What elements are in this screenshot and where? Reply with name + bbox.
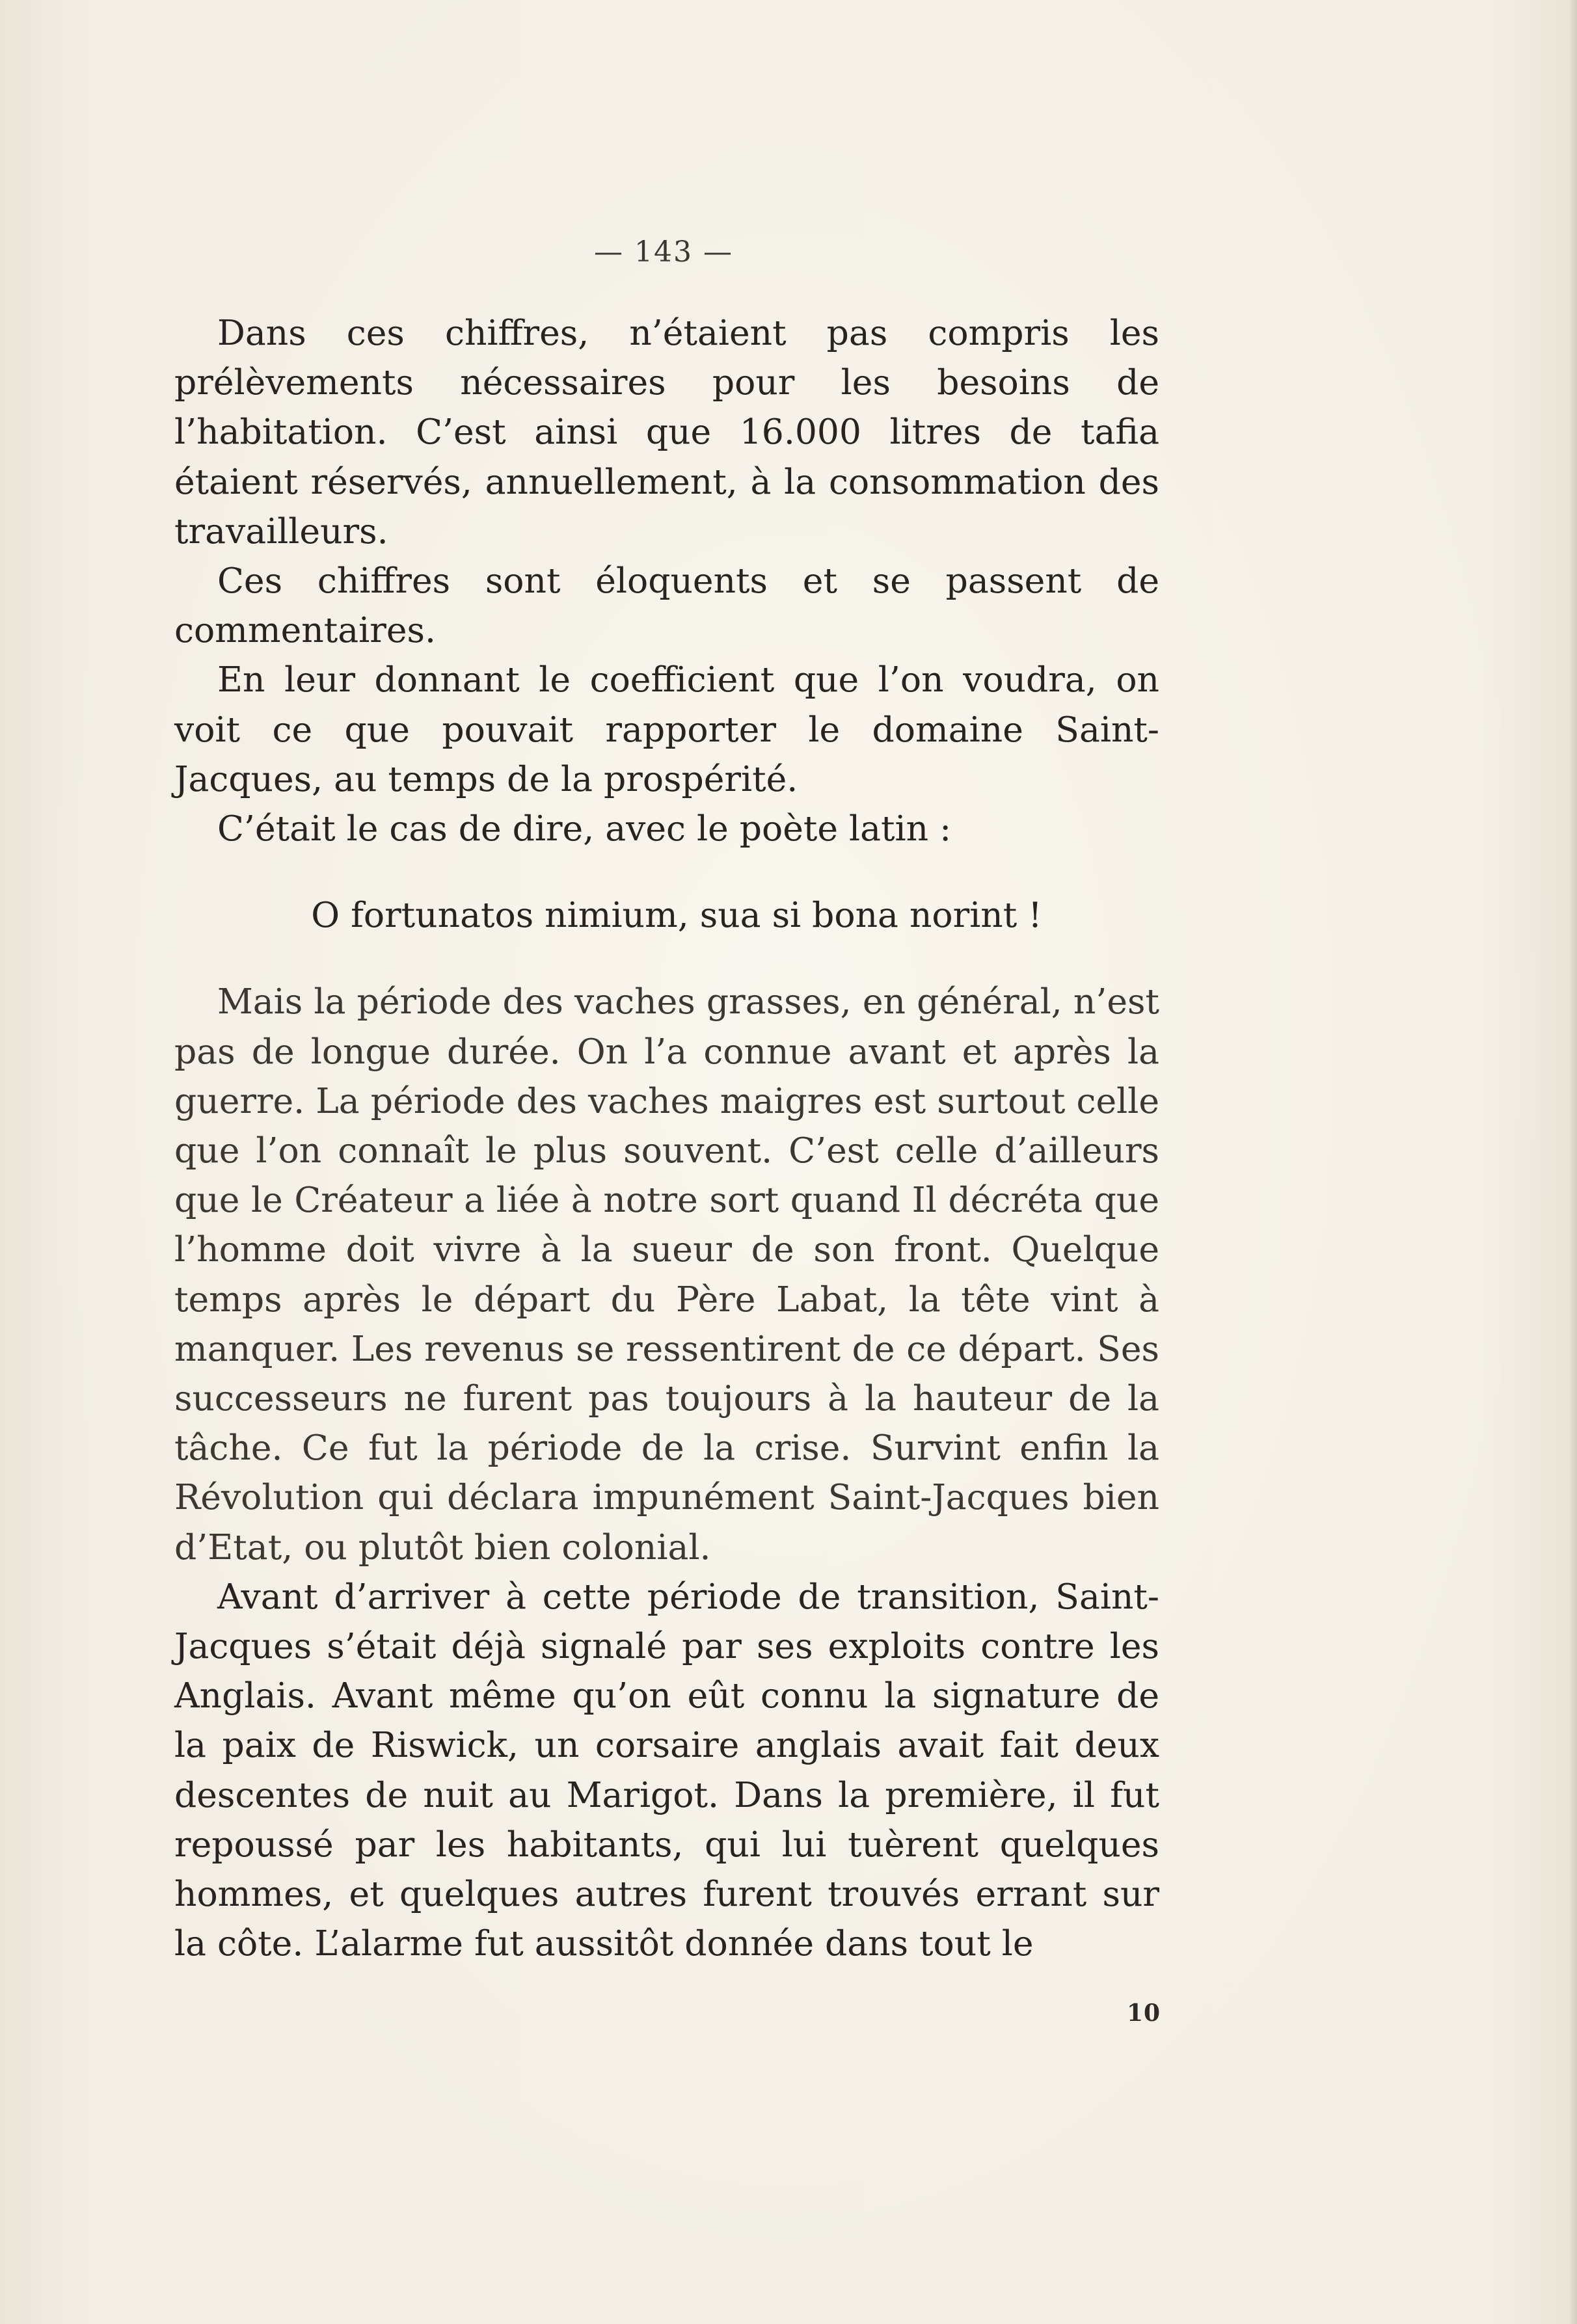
printer-signature-mark: 10 xyxy=(1127,1999,1161,2027)
paragraph-5: Mais la période des vaches grasses, en général, n’est pas de longue durée. On l’a connue avant et après la guerre. La période des vaches maigres est surtout celle que l’on connaît le plus souvent. C’est celle d’ailleurs que le Créateur a liée à notre sort quand Il décréta que l’homme doit vivre à la sueur de son front. Quelque temps après le départ du Père Labat, la tête vint à manquer. Les revenus se ressentirent de ce départ. Ses successeurs ne furent pas toujours à la hauteur de la tâche. Ce fut la période de la crise. Survint enfin la Révolution qui déclara impunément Saint-Jacques bien d’Etat, ou plutôt bien colonial. xyxy=(174,981,1159,1568)
paragraph-6: Avant d’arriver à cette période de transition, Saint-Jacques s’était déjà signalé par ses exploits contre les Anglais. Avant même qu’on eût connu la signature de la paix de Riswick, un corsaire anglais avait fait deux descentes de nuit au Marigot. Dans la première, il fut repoussé par les habitants, qui lui tuèrent quelques hommes, et quelques autres furent trouvés errant sur la côte. L’alarme fut aussitôt donnée dans tout le xyxy=(174,1575,1159,1964)
page-edge-shadow xyxy=(1568,0,1577,2324)
paragraph-4: C’était le cas de dire, avec le poète latin : xyxy=(217,808,952,849)
paragraph-1: Dans ces chiffres, n’étaient pas compris les prélèvements nécessaires pour les besoins de l’habitation. C’est ainsi que 16.000 litres de tafia étaient réservés, annuellement, à la consommation des travailleurs. xyxy=(174,312,1159,552)
page-number: — 143 — xyxy=(594,235,733,269)
body-text xyxy=(174,308,1159,1969)
paragraph-2: Ces chiffres sont éloquents et se passent de commentaires. xyxy=(174,560,1159,651)
paragraph-3: En leur donnant le coefficient que l’on voudra, on voit ce que pouvait rapporter le domaine Saint-Jacques, au temps de la prospérité. xyxy=(174,659,1159,799)
latin-verse-quote: O fortunatos nimium, sua si bona norint ! xyxy=(311,894,1042,936)
